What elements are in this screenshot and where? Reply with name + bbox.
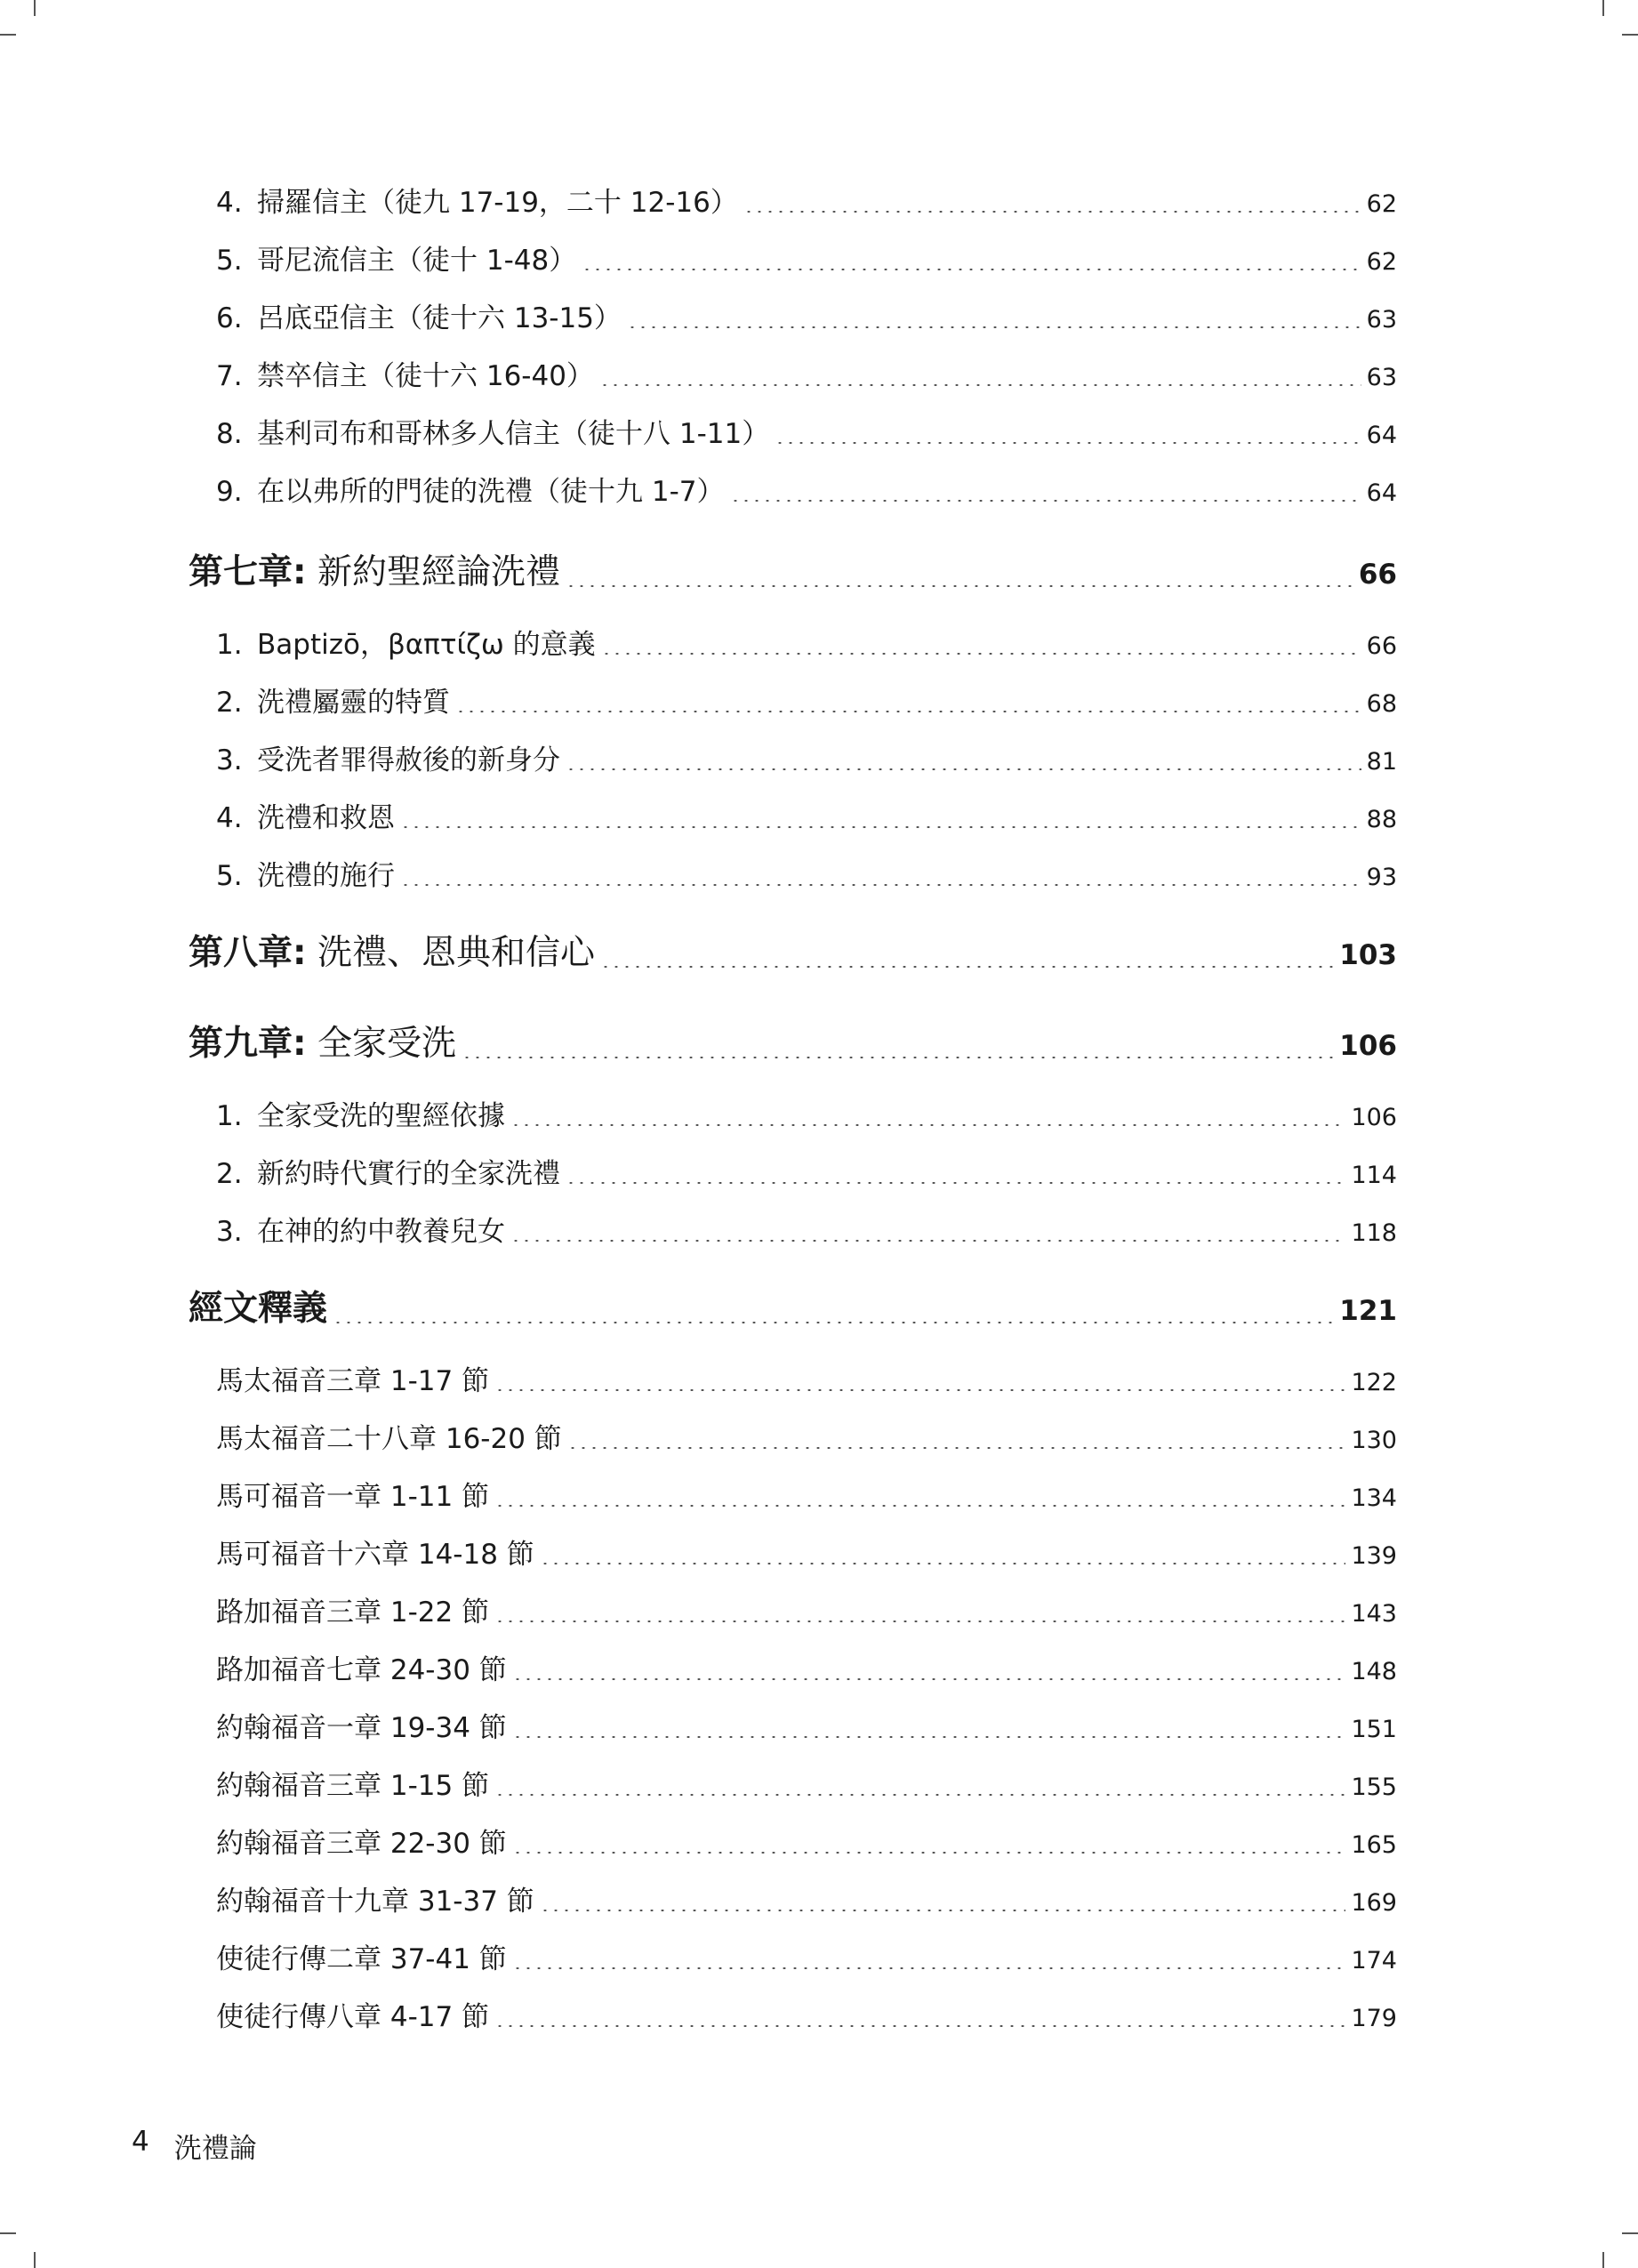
entry-title: 約翰福音一章 19-34 節 (216, 1712, 507, 1744)
chapter-title: 洗禮、恩典和信心 (317, 933, 596, 973)
entry-page: 93 (1366, 864, 1397, 891)
entry-page: 88 (1366, 806, 1397, 833)
dot-leader (540, 1910, 1346, 1911)
entry-number: 1. (216, 1100, 243, 1132)
toc-chapter-7[interactable] (189, 544, 1397, 594)
chapter-label: 第九章: (189, 1024, 307, 1064)
dot-leader (600, 966, 1334, 968)
entry-page: 106 (1351, 1104, 1397, 1131)
entry-page: 174 (1351, 1947, 1397, 1974)
entry-title: 約翰福音三章 1-15 節 (216, 1770, 490, 1802)
entry-title: 使徒行傳八章 4-17 節 (216, 2001, 490, 2033)
dot-leader (775, 442, 1361, 444)
entry-title: 全家受洗的聖經依據 (257, 1100, 505, 1132)
entry-page: 118 (1351, 1219, 1397, 1247)
footer-page-number: 4 (132, 2126, 149, 2158)
dot-leader (601, 653, 1361, 655)
entry-page: 169 (1351, 1889, 1397, 1917)
toc-entry[interactable] (216, 1474, 1397, 1514)
entry-title: 馬可福音十六章 14-18 節 (216, 1539, 534, 1571)
entry-title: 在神的約中教養兒女 (257, 1216, 505, 1248)
toc-entry[interactable] (216, 1878, 1397, 1918)
entry-number: 2. (216, 1158, 243, 1190)
dot-leader (494, 1505, 1345, 1507)
entry-page: 130 (1351, 1427, 1397, 1454)
footer-book-title: 洗禮論 (173, 2133, 257, 2165)
toc-exegesis[interactable] (189, 1281, 1397, 1331)
entry-page: 114 (1351, 1162, 1397, 1189)
entry-title: 禁卒信主（徒十六 16-40） (257, 360, 594, 392)
toc-entry[interactable] (216, 353, 1397, 393)
toc-entry[interactable] (216, 1209, 1397, 1249)
entry-title: 掃羅信主（徒九 17-19，二十 12-16） (257, 187, 738, 219)
dot-leader (512, 1967, 1346, 1969)
entry-page: 64 (1366, 422, 1397, 449)
toc-entry[interactable] (216, 295, 1397, 335)
entry-number: 4. (216, 187, 243, 219)
dot-leader (582, 269, 1361, 270)
entry-number: 5. (216, 245, 243, 277)
entry-page: 165 (1351, 1831, 1397, 1859)
entry-number: 8. (216, 418, 243, 450)
dot-leader (333, 1322, 1334, 1323)
dot-leader (510, 1124, 1345, 1126)
dot-leader (400, 826, 1361, 828)
dot-leader (566, 1182, 1345, 1184)
entry-title: 洗禮的施行 (257, 860, 395, 892)
toc-chapter-9[interactable] (189, 1016, 1397, 1066)
entry-title: 約翰福音三章 22-30 節 (216, 1828, 507, 1860)
toc-entry[interactable] (216, 1647, 1397, 1687)
toc-entry[interactable] (216, 795, 1397, 835)
entry-page: 62 (1366, 190, 1397, 218)
entry-title: 約翰福音十九章 31-37 節 (216, 1886, 534, 1918)
entry-page: 122 (1351, 1369, 1397, 1396)
dot-leader (627, 326, 1361, 328)
entry-title: 哥尼流信主（徒十 1-48） (257, 245, 577, 277)
entry-page: 68 (1366, 690, 1397, 718)
entry-title: 洗禮屬靈的特質 (257, 687, 450, 719)
chapter-page: 66 (1358, 559, 1397, 591)
entry-title: 在以弗所的門徒的洗禮（徒十九 1-7） (257, 476, 725, 508)
section-title: 經文釋義 (189, 1289, 328, 1329)
entry-title: 馬可福音一章 1-11 節 (216, 1481, 490, 1513)
toc-entry[interactable] (216, 180, 1397, 220)
dot-leader (494, 1389, 1345, 1391)
entry-title: Baptizō，βαπτίζω 的意義 (257, 629, 596, 661)
dot-leader (455, 711, 1361, 712)
entry-page: 63 (1366, 364, 1397, 391)
toc-entry[interactable] (216, 680, 1397, 720)
dot-leader (730, 500, 1361, 502)
dot-leader (566, 585, 1353, 587)
dot-leader (512, 1852, 1346, 1854)
entry-page: 134 (1351, 1484, 1397, 1512)
entry-page: 63 (1366, 306, 1397, 334)
entry-title: 馬太福音二十八章 16-20 節 (216, 1423, 562, 1455)
dot-leader (743, 211, 1361, 213)
toc-entry[interactable] (216, 1093, 1397, 1133)
page-footer (132, 2126, 257, 2166)
dot-leader (494, 2025, 1345, 2027)
entry-number: 5. (216, 860, 243, 892)
entry-title: 呂底亞信主（徒十六 13-15） (257, 302, 622, 334)
dot-leader (494, 1794, 1345, 1796)
chapter-title: 全家受洗 (317, 1024, 457, 1064)
entry-page: 62 (1366, 248, 1397, 276)
toc-chapter-8[interactable] (189, 925, 1397, 975)
toc-entry[interactable] (216, 411, 1397, 451)
toc-entry[interactable] (216, 737, 1397, 777)
chapter-page: 103 (1339, 939, 1397, 971)
dot-leader (567, 1447, 1346, 1449)
toc-entry[interactable] (216, 1994, 1397, 2034)
dot-leader (599, 384, 1361, 386)
entry-title: 使徒行傳二章 37-41 節 (216, 1943, 507, 1975)
toc-entry[interactable] (216, 1705, 1397, 1745)
chapter-title: 新約聖經論洗禮 (317, 552, 561, 592)
entry-number: 1. (216, 629, 243, 661)
entry-page: 81 (1366, 748, 1397, 776)
entry-page: 64 (1366, 479, 1397, 507)
toc-entry[interactable] (216, 853, 1397, 893)
toc-entry[interactable] (216, 1763, 1397, 1803)
toc-entry[interactable] (216, 1936, 1397, 1976)
entry-number: 4. (216, 802, 243, 834)
dot-leader (462, 1057, 1334, 1058)
entry-title: 基利司布和哥林多人信主（徒十八 1-11） (257, 418, 770, 450)
entry-title: 路加福音三章 1-22 節 (216, 1596, 490, 1629)
toc-entry[interactable] (216, 1589, 1397, 1629)
dot-leader (566, 768, 1361, 770)
entry-number: 6. (216, 302, 243, 334)
chapter-label: 第八章: (189, 933, 307, 973)
toc-entry[interactable] (216, 469, 1397, 509)
dot-leader (540, 1563, 1346, 1564)
entry-number: 7. (216, 360, 243, 392)
toc-entry[interactable] (216, 237, 1397, 277)
entry-page: 148 (1351, 1658, 1397, 1685)
chapter-page: 106 (1339, 1030, 1397, 1062)
entry-number: 9. (216, 476, 243, 508)
entry-title: 洗禮和救恩 (257, 802, 395, 834)
entry-number: 3. (216, 1216, 243, 1248)
entry-title: 路加福音七章 24-30 節 (216, 1654, 507, 1686)
entry-number: 2. (216, 687, 243, 719)
toc-entry[interactable] (216, 1416, 1397, 1456)
entry-title: 馬太福音三章 1-17 節 (216, 1365, 490, 1397)
toc-entry[interactable] (216, 622, 1397, 662)
toc-entry[interactable] (216, 1532, 1397, 1572)
entry-page: 179 (1351, 2005, 1397, 2032)
entry-page: 143 (1351, 1600, 1397, 1628)
entry-title: 受洗者罪得赦後的新身分 (257, 744, 560, 776)
entry-page: 139 (1351, 1542, 1397, 1570)
entry-page: 151 (1351, 1716, 1397, 1743)
dot-leader (400, 884, 1361, 886)
entry-title: 新約時代實行的全家洗禮 (257, 1158, 560, 1190)
dot-leader (510, 1240, 1345, 1242)
toc-entry[interactable] (216, 1358, 1397, 1398)
entry-page: 66 (1366, 632, 1397, 660)
dot-leader (512, 1678, 1346, 1680)
dot-leader (512, 1736, 1346, 1738)
toc-entry[interactable] (216, 1821, 1397, 1861)
section-page: 121 (1339, 1295, 1397, 1327)
entry-number: 3. (216, 744, 243, 776)
chapter-label: 第七章: (189, 552, 307, 592)
entry-page: 155 (1351, 1773, 1397, 1801)
toc-entry[interactable] (216, 1151, 1397, 1191)
dot-leader (494, 1621, 1345, 1622)
